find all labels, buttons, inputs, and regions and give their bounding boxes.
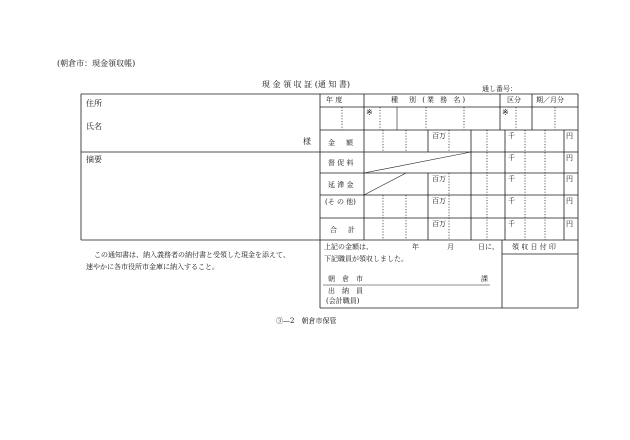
unit-million-r5: 百万 xyxy=(432,220,446,228)
row-label-late-fee: 延 滞 金 xyxy=(328,181,354,189)
honorific: 様 xyxy=(303,137,311,146)
unit-thousand-r5: 千 xyxy=(508,220,515,228)
unit-thousand-r3: 千 xyxy=(508,175,515,183)
col-category: 種 別 (業 務 名) xyxy=(391,96,468,104)
name-label: 氏名 xyxy=(86,122,102,131)
unit-thousand-r1: 千 xyxy=(508,132,515,140)
notice-line-1: この通知書は、納入義務者の納付書と受領した現金を添えて、 xyxy=(94,251,290,259)
address-label: 住所 xyxy=(86,99,102,108)
col-period: 期／月分 xyxy=(536,96,564,104)
mark-category: ※ xyxy=(366,108,373,117)
receipt-accounting-staff: (会計職員) xyxy=(326,297,360,305)
unit-yen-r2: 円 xyxy=(566,154,573,162)
unit-yen-r5: 円 xyxy=(566,220,573,228)
unit-yen-r1: 円 xyxy=(566,132,573,140)
receipt-city: 朝 倉 市 xyxy=(328,275,363,283)
col-fiscal-year: 年 度 xyxy=(326,96,343,104)
unit-yen-r3: 円 xyxy=(566,175,573,183)
receipt-month: 月 xyxy=(447,243,454,251)
receipt-section: 課 xyxy=(481,275,488,283)
unit-yen-r4: 円 xyxy=(566,197,573,205)
unit-million-r1: 百万 xyxy=(432,132,446,140)
unit-thousand-r2: 千 xyxy=(508,154,515,162)
mark-division: ※ xyxy=(502,108,509,117)
receipt-day: 日に、 xyxy=(478,243,499,251)
row-label-amount: 金 額 xyxy=(328,139,355,147)
receipt-date-stamp-label: 領 収 日 付 印 xyxy=(512,243,556,251)
col-division: 区分 xyxy=(507,96,521,104)
receipt-line-prefix: 上記の金額は、 xyxy=(324,243,373,251)
row-label-other: (そ の 他) xyxy=(325,198,356,206)
row-label-penalty: 督 促 料 xyxy=(328,159,354,167)
unit-million-r4: 百万 xyxy=(432,197,446,205)
notice-line-2: 速やかに各市役所市金庫に納入すること。 xyxy=(86,263,219,271)
document-title: 現 金 領 収 証 (通 知 書) xyxy=(262,80,351,89)
serial-number-label: 通し番号： xyxy=(482,85,517,93)
receipt-year: 年 xyxy=(412,243,419,251)
footer-copy-label: ③—2 朝倉市保管 xyxy=(276,317,337,325)
row-label-total: 合 計 xyxy=(330,226,357,234)
unit-thousand-r4: 千 xyxy=(508,197,515,205)
header-note: (朝倉市：現金領収帳) xyxy=(57,59,136,68)
unit-million-r3: 百万 xyxy=(432,175,446,183)
receipt-cashier: 出 納 員 xyxy=(328,287,363,295)
summary-label: 摘要 xyxy=(86,155,102,164)
receipt-line-2: 下記職員が領収しました。 xyxy=(324,255,408,263)
